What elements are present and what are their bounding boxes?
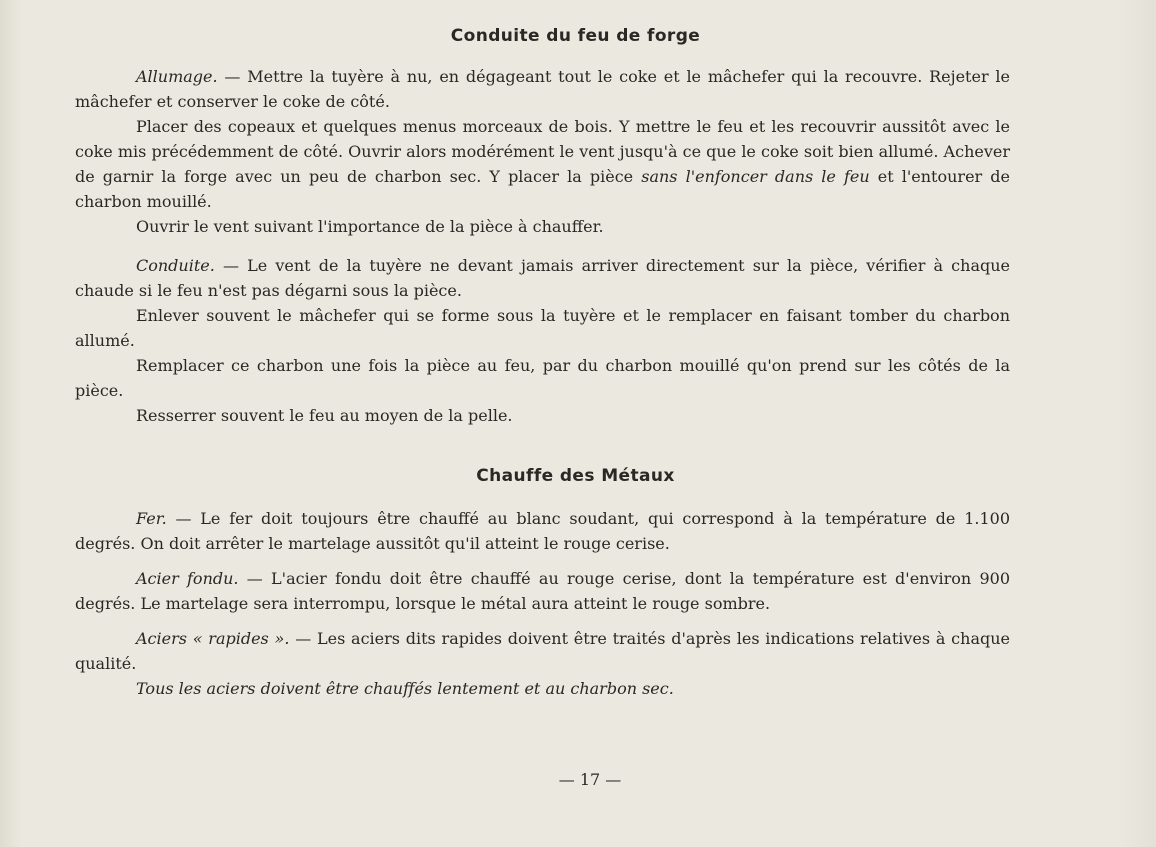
text-allumage-2-end: et l'entourer de charbon mouillé. bbox=[75, 167, 1010, 211]
text-allumage-2: Placer des copeaux et quelques menus morceaux de bois. Y mettre le feu et les recouvrir aussitôt avec le coke mis précédemment de côté. Ouvrir alors modérément le vent jusqu'à ce que le coke soit bien allumé. Achever de garnir la forge avec un peu de charbon sec. Y placer la pièce bbox=[75, 117, 1010, 186]
lead-conduite: Conduite. bbox=[136, 256, 215, 275]
paragraph-conduite-3: Remplacer ce charbon une fois la pièce au feu, par du charbon mouillé qu'on prend sur les côtés de la pièce. bbox=[75, 356, 1010, 400]
lead-aciers-rapides: Aciers « rapides ». bbox=[136, 629, 290, 648]
paragraph-conduite-4: Resserrer souvent le feu au moyen de la pelle. bbox=[136, 406, 513, 425]
paragraph-conduite bbox=[75, 253, 1010, 303]
section-title-forge: Conduite du feu de forge bbox=[450, 26, 701, 46]
text-aciers-rapides: — Les aciers dits rapides doivent être traités d'après les indications relatives à chaque qualité. bbox=[75, 629, 1010, 673]
text-conduite-1: — Le vent de la tuyère ne devant jamais arriver directement sur la pièce, vérifier à chaque chaude si le feu n'est pas dégarni sous la pièce. bbox=[75, 256, 1010, 300]
paragraph-conduite-2: Enlever souvent le mâchefer qui se forme sous la tuyère et le remplacer en faisant tomber du charbon allumé. bbox=[75, 306, 1010, 350]
paragraph-allumage-3: Ouvrir le vent suivant l'importance de la pièce à chauffer. bbox=[136, 217, 604, 236]
paragraph-fer bbox=[75, 506, 1010, 556]
text-allumage-2-em: sans l'enfoncer dans le feu bbox=[641, 167, 870, 186]
section-title-metaux: Chauffe des Métaux bbox=[476, 466, 675, 486]
text-fer: — Le fer doit toujours être chauffé au blanc soudant, qui correspond à la température de 1.100 degrés. On doit arrêter le martelage aussitôt qu'il atteint le rouge cerise. bbox=[75, 509, 1010, 553]
text-allumage-1: — Mettre la tuyère à nu, en dégageant tout le coke et le mâchefer qui la recouvre. Rejeter le mâchefer et conserver le coke de côté. bbox=[75, 67, 1010, 111]
paragraph-allumage-2 bbox=[75, 114, 1010, 214]
lead-allumage: Allumage. bbox=[136, 67, 218, 86]
lead-fer: Fer. bbox=[136, 509, 167, 528]
page-number-text: — 17 — bbox=[558, 770, 622, 789]
lead-acier-fondu: Acier fondu. bbox=[136, 569, 239, 588]
text-acier-fondu: — L'acier fondu doit être chauffé au rouge cerise, dont la température est d'environ 900 degrés. Le martelage sera interrompu, lorsque le métal aura atteint le rouge sombre. bbox=[75, 569, 1011, 613]
paragraph-allumage bbox=[75, 64, 1010, 114]
paragraph-aciers-rapides bbox=[75, 626, 1010, 676]
paragraph-note: Tous les aciers doivent être chauffés lentement et au charbon sec. bbox=[136, 679, 674, 698]
page-number bbox=[0, 770, 1156, 789]
paragraph-acier-fondu bbox=[75, 566, 1010, 616]
